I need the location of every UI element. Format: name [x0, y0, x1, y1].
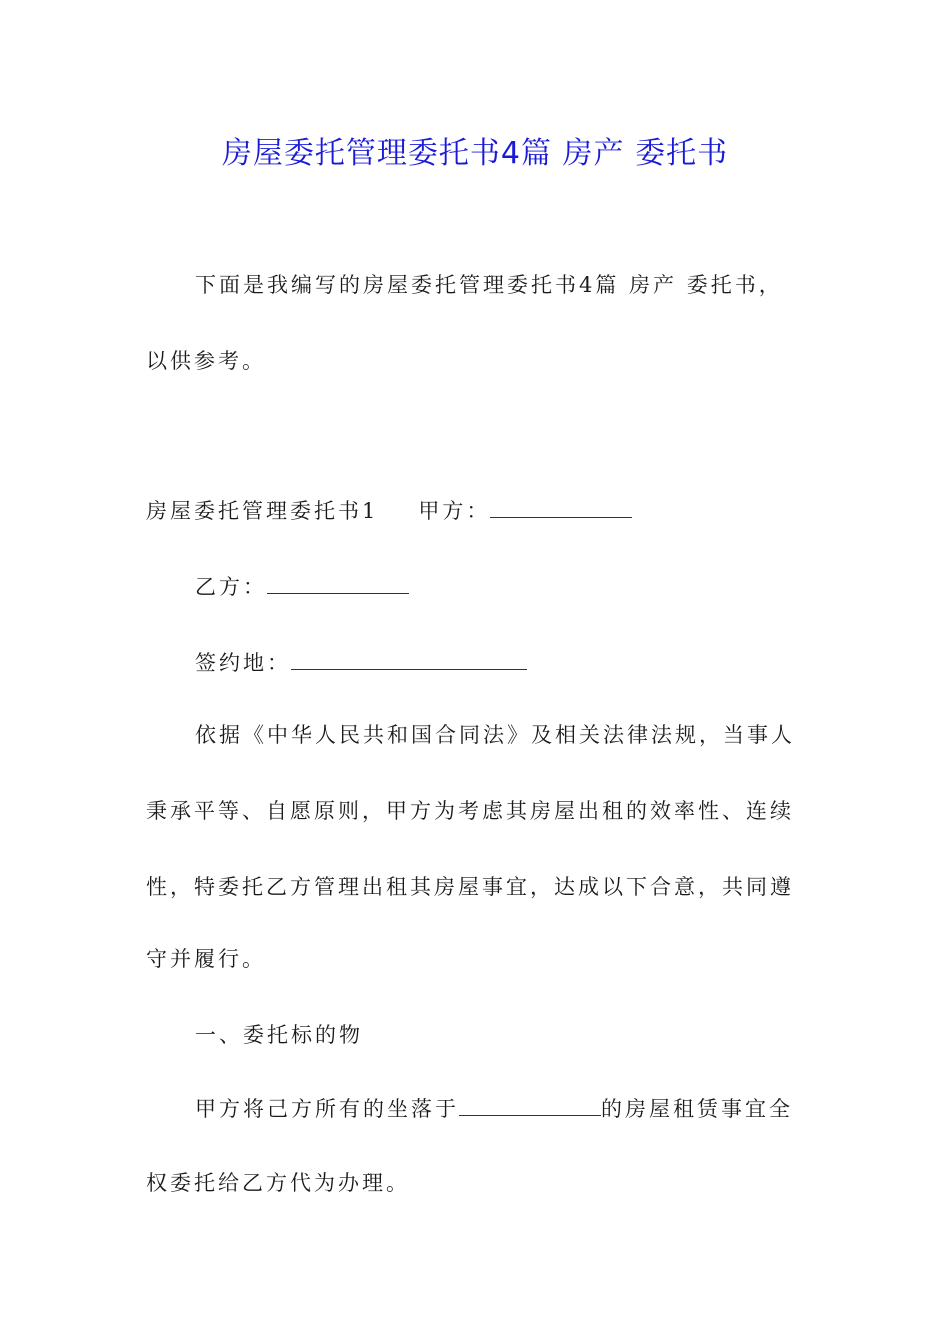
signing-place-label: 签约地：: [195, 651, 291, 675]
clause-1-heading: 一、委托标的物: [195, 1023, 363, 1047]
para-line-1: 依据《中华人民共和国合同法》及相关法律法规，当事人: [195, 723, 795, 747]
intro-line-1: 下面是我编写的房屋委托管理委托书4篇 房产 委托书，: [195, 273, 783, 297]
signing-place-blank: [291, 649, 527, 670]
document-title: 房屋委托管理委托书4篇 房产 委托书: [221, 136, 729, 171]
clause-1-line-1: [195, 1094, 793, 1124]
party-a-row: [146, 496, 632, 526]
party-a-label: 甲方：: [418, 499, 491, 523]
para-line-4: 守并履行。: [146, 947, 266, 971]
clause-1-text-b: 的房屋租赁事宜全: [601, 1097, 793, 1121]
para-line-2: 秉承平等、自愿原则，甲方为考虑其房屋出租的效率性、连续: [146, 799, 794, 823]
party-a-blank: [490, 497, 632, 518]
clause-1-line-2: 权委托给乙方代为办理。: [146, 1171, 410, 1195]
property-location-blank: [459, 1095, 601, 1116]
section-heading: 房屋委托管理委托书1: [146, 499, 379, 523]
party-b-row: [195, 572, 409, 602]
party-b-blank: [267, 573, 409, 594]
para-line-3: 性，特委托乙方管理出租其房屋事宜，达成以下合意，共同遵: [146, 875, 794, 899]
party-b-label: 乙方：: [195, 575, 267, 599]
intro-line-2: 以供参考。: [146, 349, 266, 373]
signing-place-row: [195, 648, 527, 678]
clause-1-text-a: 甲方将己方所有的坐落于: [195, 1097, 459, 1121]
